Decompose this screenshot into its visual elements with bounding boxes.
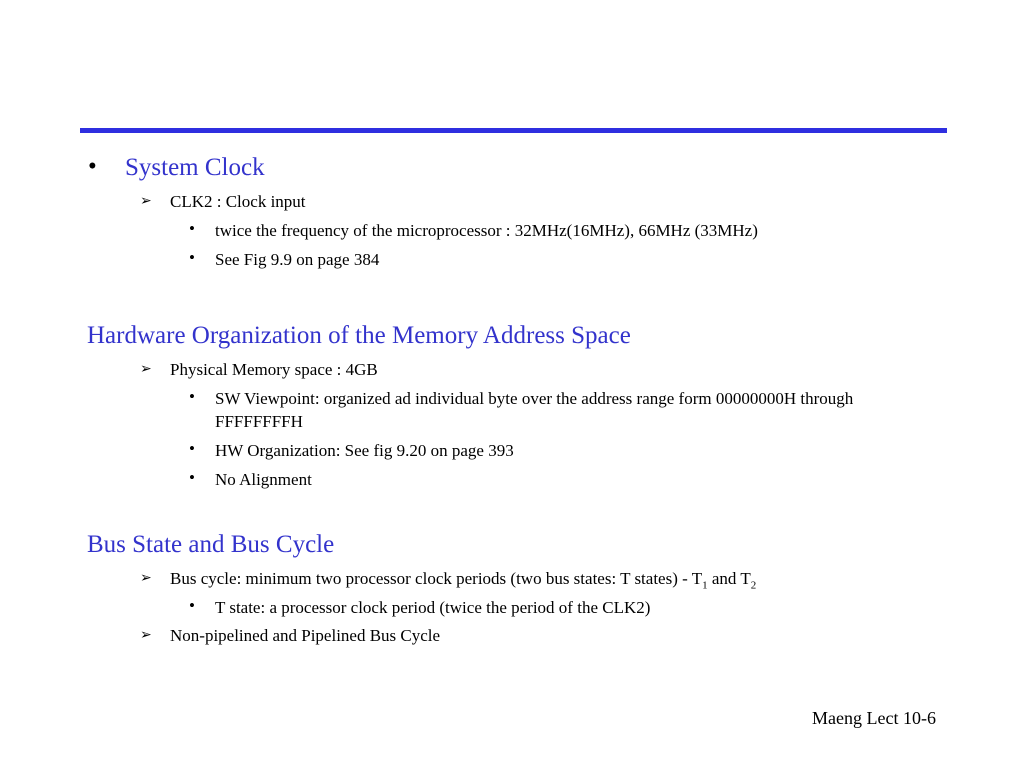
subitem-sw-viewpoint: SW Viewpoint: organized ad individual byte over the address range form 00000000H through FFFFFFFFH: [215, 389, 854, 431]
heading-bus-state: Bus State and Bus Cycle: [87, 531, 335, 558]
arrow-bullet-icon: ➢: [140, 628, 152, 643]
item-pipelined: Non-pipelined and Pipelined Bus Cycle: [170, 626, 441, 645]
dot-bullet-icon: •: [189, 387, 195, 406]
subitem-frequency: twice the frequency of the microprocessor : 32MHz(16MHz), 66MHz (33MHz): [215, 221, 758, 240]
arrow-bullet-icon: ➢: [140, 194, 152, 209]
subitem-fig-9-9: See Fig 9.9 on page 384: [215, 250, 380, 269]
arrow-bullet-icon: ➢: [140, 362, 152, 377]
bus-cycle-text: Bus cycle: minimum two processor clock periods (two bus states: T states) - T: [170, 569, 703, 588]
item-clk2: CLK2 : Clock input: [170, 192, 306, 211]
item-bus-cycle: [170, 567, 756, 597]
dot-bullet-icon: •: [189, 596, 195, 615]
arrow-bullet-icon: ➢: [140, 571, 152, 586]
dot-bullet-icon: •: [189, 248, 195, 267]
dot-bullet-icon: •: [189, 219, 195, 238]
heading-hardware-organization: Hardware Organization of the Memory Address Space: [87, 322, 631, 349]
slide-footer: Maeng Lect 10-6: [812, 708, 936, 728]
dot-bullet-icon: •: [189, 439, 195, 458]
item-physical-memory: Physical Memory space : 4GB: [170, 360, 378, 379]
subitem-hw-organization: HW Organization: See fig 9.20 on page 393: [215, 441, 514, 460]
heading-system-clock: System Clock: [125, 154, 265, 181]
subscript-1: 1: [702, 579, 708, 592]
subscript-2: 2: [750, 579, 757, 592]
title-rule: [80, 128, 947, 133]
bus-cycle-and: and T: [707, 569, 751, 588]
section1-bullet: •: [88, 153, 97, 180]
dot-bullet-icon: •: [189, 468, 195, 487]
subitem-t-state: T state: a processor clock period (twice the period of the CLK2): [215, 598, 651, 617]
subitem-no-alignment: No Alignment: [215, 470, 312, 489]
